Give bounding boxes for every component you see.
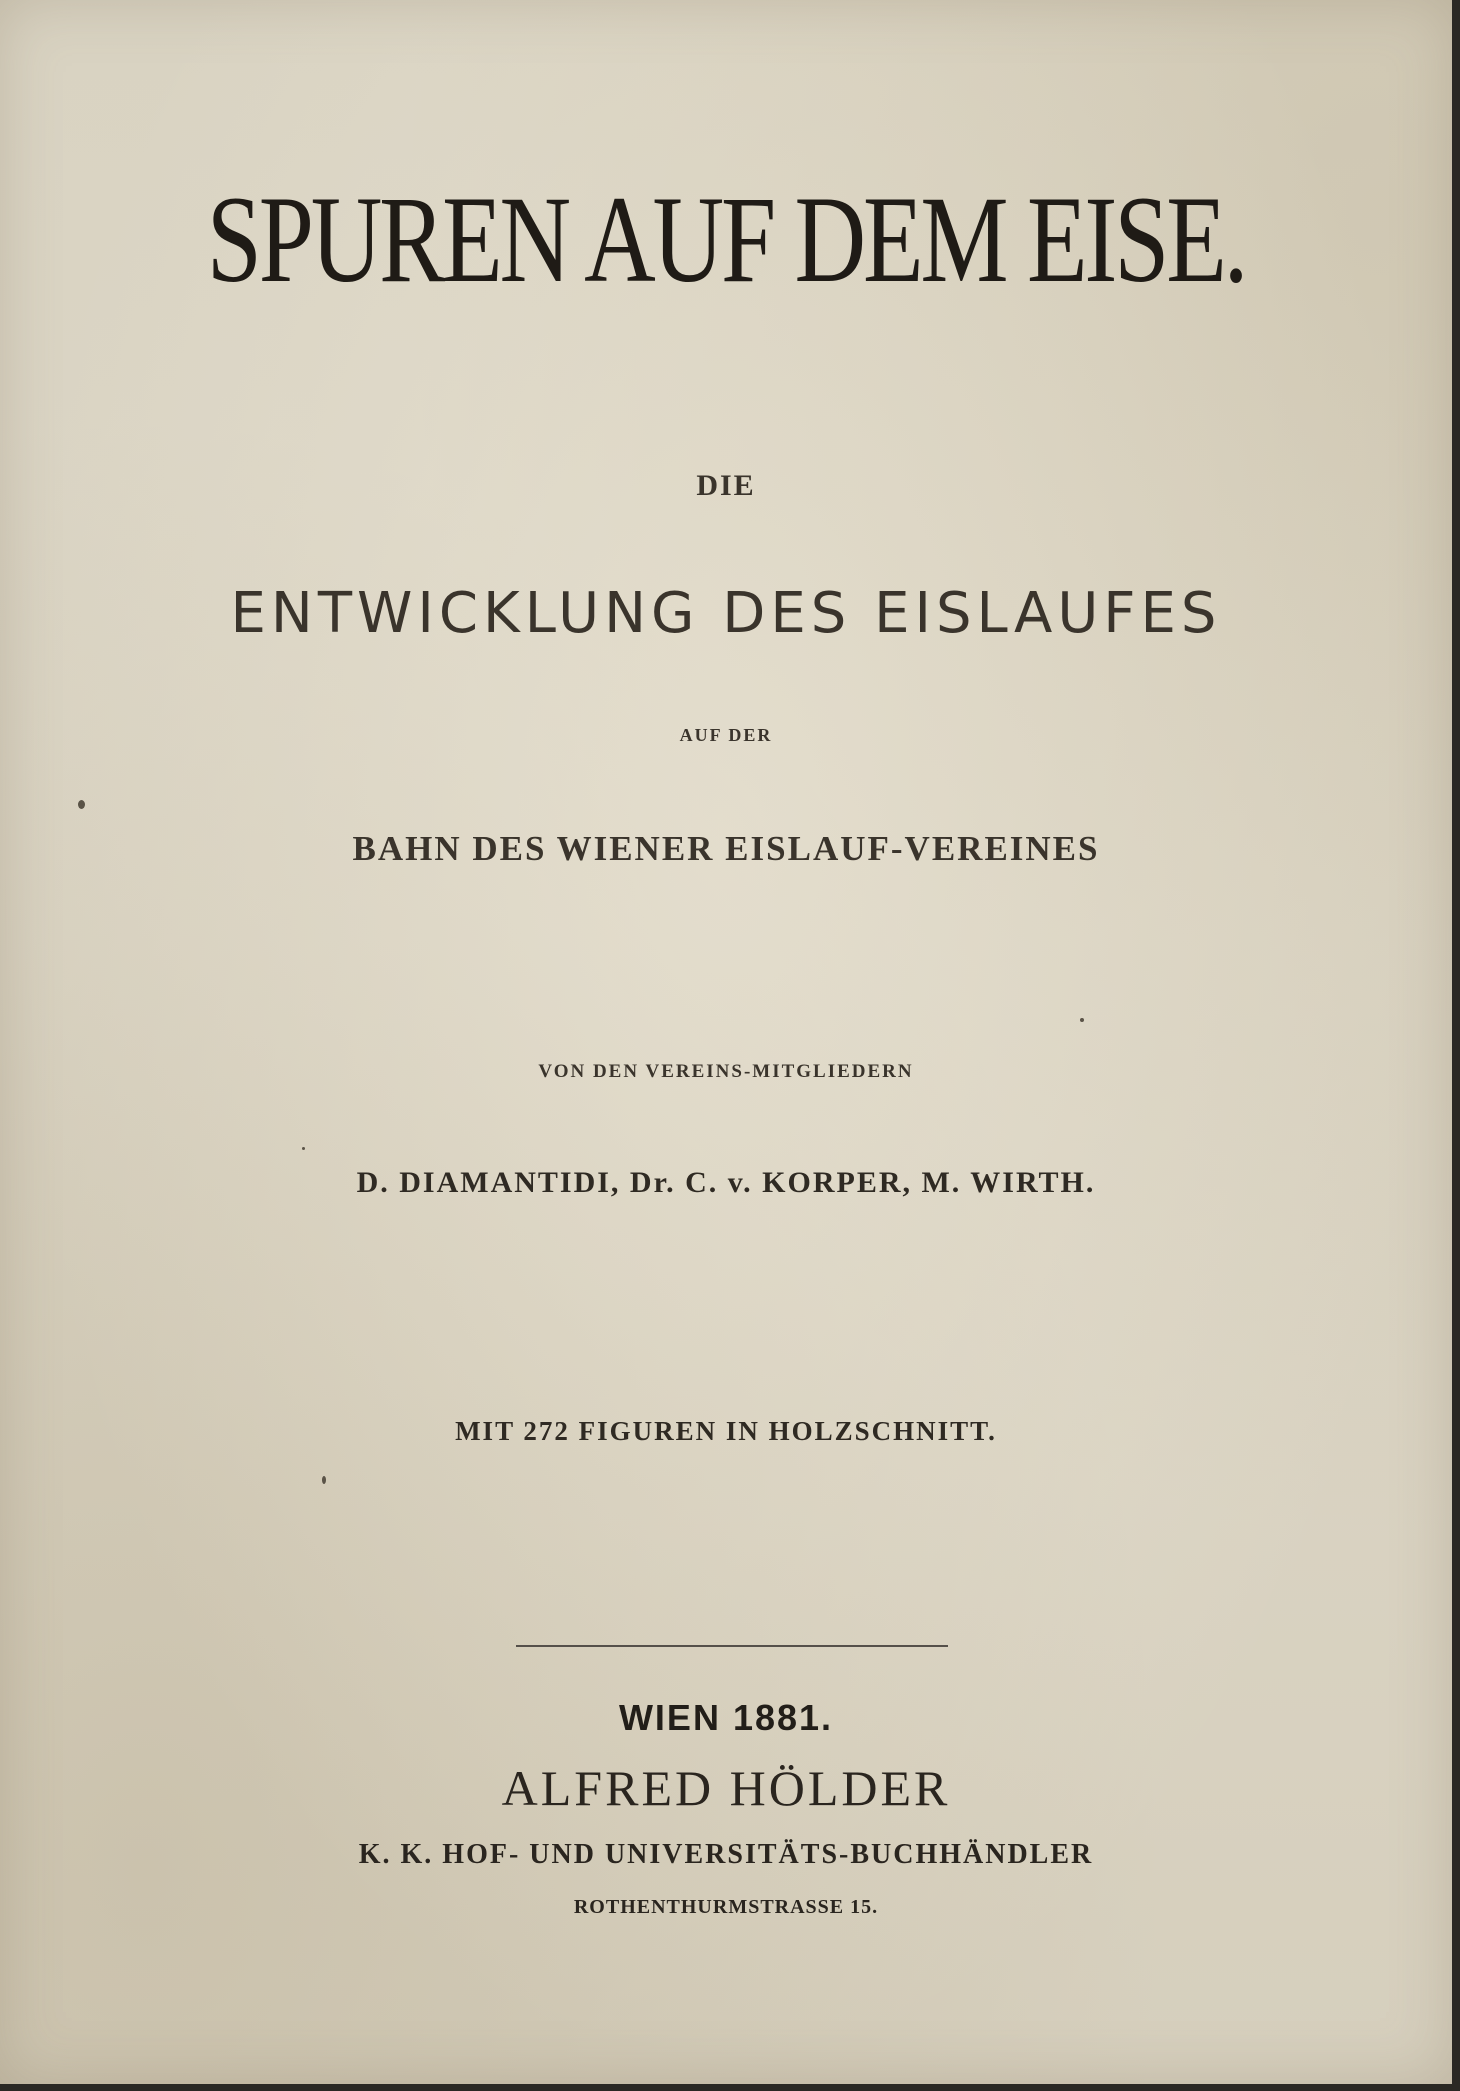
- book-title: SPUREN AUF DEM EISE.: [206, 171, 1246, 308]
- publisher-name: ALFRED HÖLDER: [501, 1760, 951, 1816]
- publisher-address: ROTHENTHURMSTRASSE 15.: [573, 1896, 879, 1918]
- paper-speck: [78, 800, 85, 809]
- figures-note: MIT 272 FIGUREN IN HOLZSCHNITT.: [455, 1416, 997, 1446]
- book-subtitle: ENTWICKLUNG DES EISLAUFES: [230, 581, 1222, 646]
- paper-speck: [302, 1147, 305, 1150]
- subtitle-connector: AUF DER: [679, 725, 773, 745]
- subtitle-article: DIE: [696, 469, 756, 502]
- place-year: WIEN 1881.: [618, 1697, 834, 1738]
- authors-intro: VON DEN VEREINS-MITGLIEDERN: [538, 1061, 914, 1082]
- paper-speck: [322, 1476, 326, 1484]
- subtitle-location: BAHN DES WIENER EISLAUF-VEREINES: [352, 829, 1100, 868]
- publisher-title: K. K. HOF- UND UNIVERSITÄTS-BUCHHÄNDLER: [358, 1839, 1094, 1870]
- paper-speck: [1080, 1018, 1084, 1022]
- authors-list: D. DIAMANTIDI, Dr. C. v. KORPER, M. WIRTH.: [356, 1166, 1096, 1199]
- divider-rule: [516, 1645, 948, 1647]
